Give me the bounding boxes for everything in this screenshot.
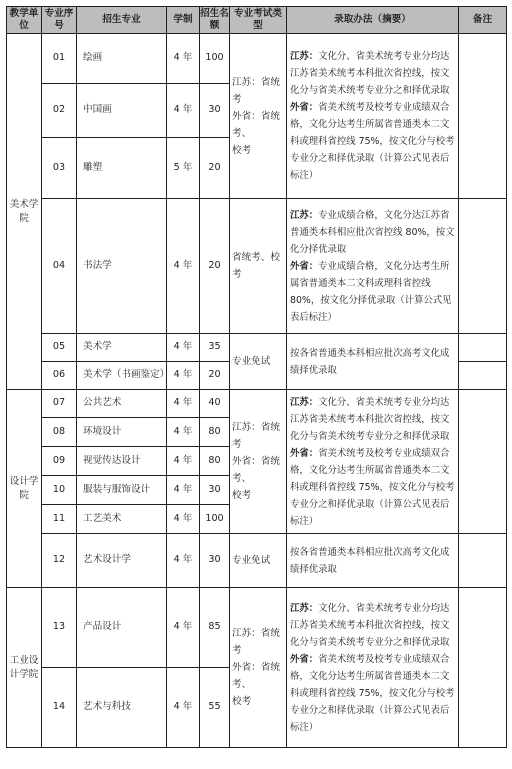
- major-cell: 美术学: [77, 334, 167, 362]
- exam-type-cell: [230, 390, 287, 534]
- major-cell: 服装与服饰设计: [77, 476, 167, 505]
- header-method: 录取办法（摘要）: [287, 7, 459, 34]
- unit-cell: 美术学院: [7, 34, 42, 390]
- header-duration: 学制: [167, 7, 200, 34]
- duration-cell: 4 年: [167, 534, 200, 588]
- code-cell: 02: [42, 84, 77, 138]
- table-row: [7, 334, 507, 362]
- exam-type-cell: 省统考、校考: [230, 199, 287, 334]
- quota-cell: 40: [200, 390, 230, 418]
- code-cell: 03: [42, 138, 77, 199]
- jiangsu-label: 江苏：: [290, 51, 319, 62]
- table-row: [7, 534, 507, 588]
- duration-cell: 4 年: [167, 447, 200, 476]
- note-cell: [459, 199, 507, 334]
- major-cell: 美术学（书画鉴定）: [77, 362, 167, 390]
- method-text: 省美术统考及校考专业成绩双合格，文化分达考生所属省普通类本二文科或理科省控线 75%，按文化分与校考专业分之和择优录取（计算公式见表后标注）: [290, 447, 455, 527]
- exam-type-line: 外省：省统考、: [232, 662, 280, 690]
- quota-cell: 55: [200, 668, 230, 748]
- code-cell: 14: [42, 668, 77, 748]
- major-cell: 产品设计: [77, 588, 167, 668]
- quota-cell: 30: [200, 534, 230, 588]
- quota-cell: 100: [200, 505, 230, 534]
- note-cell: [459, 334, 507, 362]
- exam-type-cell: [230, 34, 287, 199]
- table-row: [7, 588, 507, 668]
- major-cell: 绘画: [77, 34, 167, 84]
- quota-cell: 20: [200, 199, 230, 334]
- method-text: 专业成绩合格，文化分达江苏省普通类本科相应批次省控线 80%，按文化分择优录取: [290, 209, 455, 255]
- duration-cell: 4 年: [167, 334, 200, 362]
- table-row: [7, 390, 507, 418]
- major-cell: 公共艺术: [77, 390, 167, 418]
- duration-cell: 4 年: [167, 505, 200, 534]
- duration-cell: 4 年: [167, 362, 200, 390]
- method-text: 省美术统考及校考专业成绩双合格，文化分达考生所属省普通类本二文科或理科省控线 75%，按文化分与校考专业分之和择优录取（计算公式见表后标注）: [290, 653, 455, 733]
- method-text: 文化分、省美术统考专业分均达江苏省美术统考本科批次省控线，按文化分与省美术统考专业分之和择优录取: [290, 602, 450, 648]
- quota-cell: 80: [200, 418, 230, 447]
- unit-cell: 工业设计学院: [7, 588, 42, 748]
- jiangsu-label: 江苏：: [290, 396, 319, 408]
- quota-cell: 35: [200, 334, 230, 362]
- exam-type-cell: 专业免试: [230, 334, 287, 390]
- header-row: [7, 7, 507, 34]
- method-cell: [287, 390, 459, 534]
- exam-type-cell: [230, 588, 287, 748]
- exam-type-cell: 专业免试: [230, 534, 287, 588]
- header-quota: 招生名额: [200, 7, 230, 34]
- quota-cell: 85: [200, 588, 230, 668]
- major-cell: 书法学: [77, 199, 167, 334]
- header-unit: 教学单位: [7, 7, 42, 34]
- quota-cell: 100: [200, 34, 230, 84]
- quota-cell: 30: [200, 476, 230, 505]
- duration-cell: 4 年: [167, 34, 200, 84]
- code-cell: 11: [42, 505, 77, 534]
- exam-type-line: 江苏：省统考: [232, 422, 280, 450]
- jiangsu-label: 江苏：: [290, 209, 319, 221]
- code-cell: 10: [42, 476, 77, 505]
- exam-type-line: 外省：省统考、: [232, 456, 280, 484]
- major-cell: 工艺美术: [77, 505, 167, 534]
- code-cell: 07: [42, 390, 77, 418]
- method-cell: 按各省普通类本科相应批次高考文化成绩择优录取: [287, 534, 459, 588]
- header-code: 专业序号: [42, 7, 77, 34]
- code-cell: 09: [42, 447, 77, 476]
- code-cell: 12: [42, 534, 77, 588]
- major-cell: 雕塑: [77, 138, 167, 199]
- method-text: 专业成绩合格，文化分达考生所属省普通类本二文科或理科省控线 80%，按文化分择优录取（计算公式见表后标注）: [290, 260, 452, 323]
- exam-type-line: 校考: [232, 144, 252, 156]
- outside-label: 外省：: [290, 102, 319, 113]
- jiangsu-label: 江苏：: [290, 602, 319, 614]
- code-cell: 05: [42, 334, 77, 362]
- code-cell: 08: [42, 418, 77, 447]
- duration-cell: 4 年: [167, 84, 200, 138]
- header-note: 备注: [459, 7, 507, 34]
- method-cell: 按各省普通类本科相应批次高考文化成绩择优录取: [287, 334, 459, 390]
- method-text: 文化分、省美术统考专业分均达江苏省美术统考本科批次省控线，按文化分与省美术统考专业分之和择优录取: [290, 396, 450, 442]
- table-row: [7, 199, 507, 334]
- duration-cell: 5 年: [167, 138, 200, 199]
- admission-table: [6, 6, 507, 748]
- note-cell: [459, 390, 507, 534]
- method-cell: [287, 199, 459, 334]
- duration-cell: 4 年: [167, 199, 200, 334]
- major-cell: 艺术设计学: [77, 534, 167, 588]
- note-cell: [459, 534, 507, 588]
- major-cell: 视觉传达设计: [77, 447, 167, 476]
- outside-label: 外省：: [290, 653, 319, 665]
- quota-cell: 20: [200, 138, 230, 199]
- exam-type-line: 江苏：省统考: [232, 628, 280, 656]
- exam-type-line: 校考: [232, 696, 252, 707]
- code-cell: 13: [42, 588, 77, 668]
- code-cell: 04: [42, 199, 77, 334]
- major-cell: 艺术与科技: [77, 668, 167, 748]
- unit-cell: 设计学院: [7, 390, 42, 588]
- duration-cell: 4 年: [167, 588, 200, 668]
- exam-type-line: 外省：省统考、: [232, 110, 280, 139]
- exam-type-line: 江苏：省统考: [232, 76, 280, 105]
- quota-cell: 80: [200, 447, 230, 476]
- quota-cell: 20: [200, 362, 230, 390]
- major-cell: 中国画: [77, 84, 167, 138]
- table-row: [7, 34, 507, 84]
- outside-label: 外省：: [290, 260, 319, 272]
- outside-label: 外省：: [290, 447, 319, 459]
- note-cell: [459, 34, 507, 199]
- header-major: 招生专业: [77, 7, 167, 34]
- quota-cell: 30: [200, 84, 230, 138]
- duration-cell: 4 年: [167, 476, 200, 505]
- code-cell: 01: [42, 34, 77, 84]
- code-cell: 06: [42, 362, 77, 390]
- header-exam-type: 专业考试类型: [230, 7, 287, 34]
- duration-cell: 4 年: [167, 668, 200, 748]
- major-cell: 环境设计: [77, 418, 167, 447]
- duration-cell: 4 年: [167, 418, 200, 447]
- method-cell: [287, 588, 459, 748]
- note-cell: [459, 588, 507, 748]
- exam-type-line: 校考: [232, 490, 252, 501]
- method-cell: [287, 34, 459, 199]
- method-text: 省美术统考及校考专业成绩双合格，文化分达考生所属省普通类本二文科或理科省控线 75%，按文化分与校考专业分之和择优录取（计算公式见表后标注）: [290, 102, 455, 181]
- method-text: 文化分、省美术统考专业分均达江苏省美术统考本科批次省控线，按文化分与省美术统考专业分之和择优录取: [290, 51, 450, 96]
- note-cell: [459, 362, 507, 390]
- duration-cell: 4 年: [167, 390, 200, 418]
